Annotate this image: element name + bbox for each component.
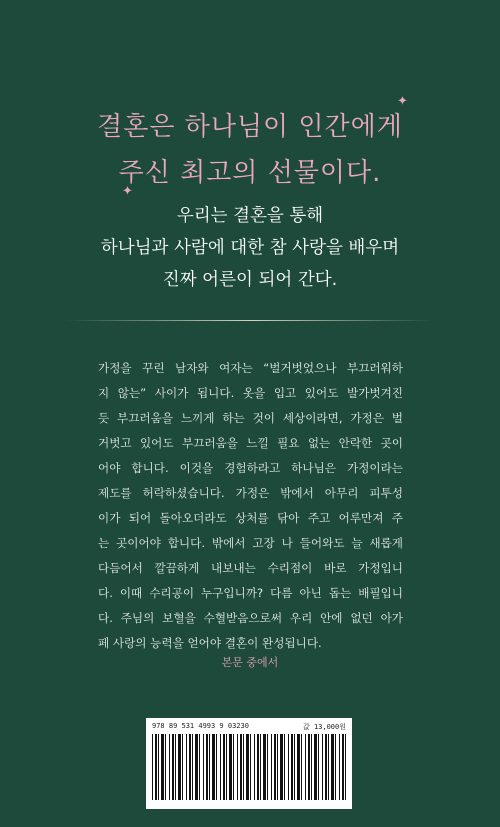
excerpt-line: 는 곳이어야 합니다. 밖에서 고장 나 들어와도 늘 새롭게 bbox=[98, 536, 403, 550]
subheadline-line: 진짜 어른이 되어 간다. bbox=[162, 270, 338, 290]
isbn-number: 978 89 531 4993 9 03230 bbox=[152, 722, 249, 730]
excerpt-body bbox=[98, 356, 403, 656]
subheadline-line: 하나님과 사람에 대한 참 사랑을 배우며 bbox=[100, 238, 400, 258]
barcode-label bbox=[152, 722, 346, 732]
excerpt-line: 제도를 허락하셨습니다. 가정은 밖에서 아무리 피투성 bbox=[98, 486, 403, 500]
excerpt-line: 지 않는” 사이가 됩니다. 옷을 입고 있어도 발가벗겨진 bbox=[98, 386, 403, 400]
barcode-bars bbox=[152, 734, 346, 800]
excerpt-line: 거벗고 있어도 부끄러움을 느낄 필요 없는 안락한 곳이 bbox=[98, 436, 403, 450]
excerpt-line: 페 사랑의 능력을 얻어야 결혼이 완성됩니다. bbox=[98, 636, 322, 650]
headline-line: 결혼은 하나님이 인간에게 bbox=[97, 112, 403, 142]
excerpt-source: 본문 중에서 bbox=[221, 656, 279, 669]
barcode bbox=[146, 718, 352, 809]
subheadline bbox=[0, 200, 500, 296]
divider bbox=[65, 320, 435, 321]
sparkle-icon: ✦ bbox=[122, 184, 133, 199]
excerpt-line: 가정을 꾸린 남자와 여자는 “벌거벗었으나 부끄러워하 bbox=[98, 361, 403, 375]
excerpt-line: 다. 이때 수리공이 누구입니까? 다름 아닌 돕는 배필입니 bbox=[98, 586, 403, 600]
excerpt-line: 다. 주님의 보혈을 수혈받음으로써 우리 안에 없던 아가 bbox=[98, 611, 403, 625]
sparkle-icon: ✦ bbox=[397, 94, 408, 109]
subheadline-line: 우리는 결혼을 통해 bbox=[176, 206, 324, 226]
excerpt-line: 이가 되어 돌아오더라도 상처를 닦아 주고 어루만져 주 bbox=[98, 511, 403, 525]
excerpt-line: 다듬어서 깔끔하게 내보내는 수리점이 바로 가정입니 bbox=[98, 561, 403, 575]
headline bbox=[0, 104, 500, 199]
excerpt-line: 듯 부끄러움을 느끼게 하는 것이 세상이라면, 가정은 벌 bbox=[98, 411, 403, 425]
price: 값 13,000원 bbox=[302, 723, 346, 731]
excerpt-line: 어야 합니다. 이것을 경험하라고 하나님은 가정이라는 bbox=[98, 461, 403, 475]
headline-line: 주신 최고의 선물이다. bbox=[118, 158, 382, 188]
